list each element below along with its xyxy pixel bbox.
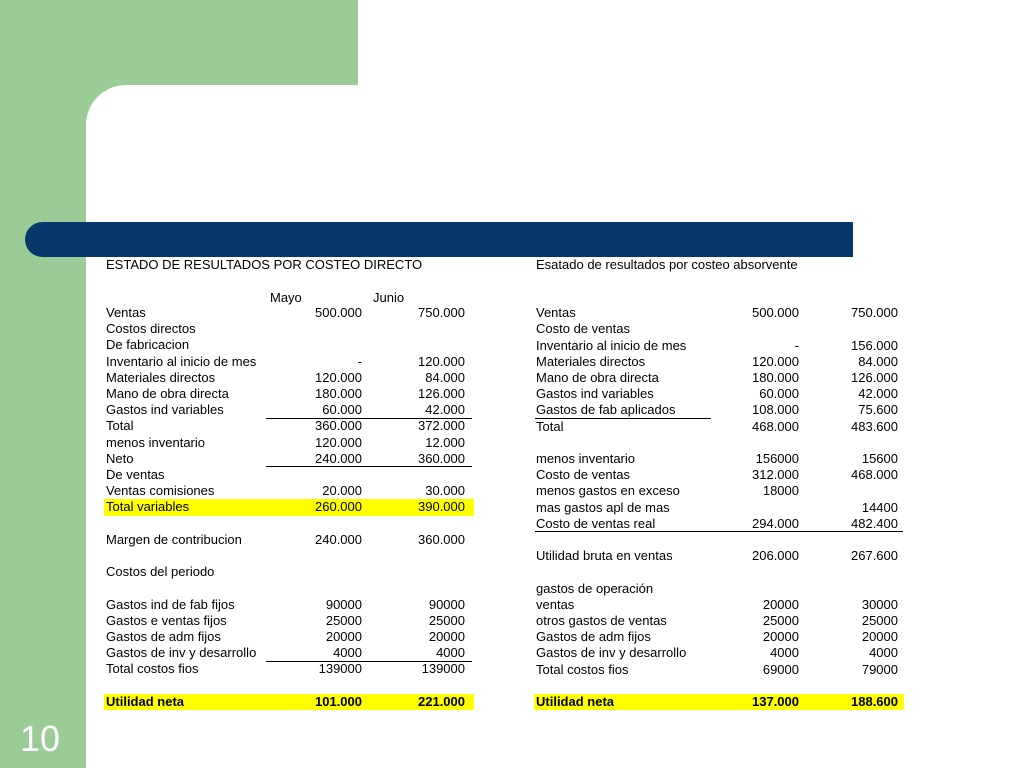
left-row-value-1 <box>266 321 362 337</box>
left-row-label: Mano de obra directa <box>106 386 229 401</box>
left-row <box>104 532 474 548</box>
right-row-label: Utilidad neta <box>536 694 615 709</box>
right-row-value-2: 20000 <box>861 629 898 645</box>
left-row-value-1: 139000 <box>318 661 362 677</box>
left-row-value-1: 120.000 <box>315 434 362 450</box>
left-row-value-2: 90000 <box>428 596 465 612</box>
right-row-value-2: 4000 <box>869 645 898 661</box>
left-row-value-1 <box>266 467 362 483</box>
right-row-label: Costo de ventas <box>536 467 630 483</box>
right-row <box>534 581 904 597</box>
left-row-value-2: 372.000 <box>418 418 465 434</box>
left-row-label: Total costos fios <box>106 661 199 677</box>
right-row-value-1: 137.000 <box>752 694 799 709</box>
left-row-value-1: 260.000 <box>315 499 362 515</box>
right-row-value-2: 750.000 <box>851 305 898 321</box>
left-row-value-2 <box>366 564 465 580</box>
left-row <box>104 483 474 499</box>
right-row-label: Gastos de adm fijos <box>536 629 651 645</box>
left-row <box>104 548 474 564</box>
right-row-value-1: 468.000 <box>752 418 799 434</box>
right-row-value-2: 156.000 <box>851 337 898 353</box>
left-row <box>104 451 474 467</box>
left-row <box>104 354 474 370</box>
right-row-label: Gastos de fab aplicados <box>536 402 676 418</box>
right-row <box>534 305 904 321</box>
right-row-value-2: 30000 <box>861 596 898 612</box>
right-row-value-1 <box>710 321 799 337</box>
right-row-label: ventas <box>536 596 575 612</box>
right-row-value-1: 120.000 <box>752 353 799 369</box>
right-row-value-1: 156000 <box>755 451 799 466</box>
right-row-label: menos gastos en exceso <box>536 483 680 499</box>
right-row-value-2: 75.600 <box>858 402 898 418</box>
right-row-label: Mano de obra directa <box>536 370 659 385</box>
left-row-label: Gastos ind variables <box>106 402 224 418</box>
right-row-value-2 <box>802 581 898 597</box>
title-band <box>25 222 853 257</box>
right-row-value-2: 42.000 <box>858 386 898 402</box>
left-row <box>104 321 474 337</box>
right-row-value-1 <box>710 581 799 597</box>
right-row-label: Total costos fios <box>536 661 629 677</box>
left-row-value-1: 101.000 <box>315 693 362 709</box>
right-row-value-1: 20000 <box>762 629 799 645</box>
left-row <box>104 467 474 483</box>
right-row-value-2: 468.000 <box>851 467 898 483</box>
right-row-value-2: 84.000 <box>858 353 898 369</box>
right-row <box>534 289 904 305</box>
left-row-value-2: 360.000 <box>418 450 465 466</box>
left-row-label: Costos directos <box>106 321 196 337</box>
right-row-value-1 <box>710 500 799 516</box>
right-row-label <box>536 435 712 451</box>
left-row-value-1 <box>266 580 362 596</box>
right-row <box>534 564 904 580</box>
right-row-value-1: 69000 <box>762 661 799 677</box>
right-row <box>534 500 904 516</box>
column-header-mayo: Mayo <box>270 290 302 305</box>
right-row <box>534 402 904 418</box>
right-row-label <box>536 532 712 548</box>
left-row <box>104 694 474 710</box>
right-row-value-1: 500.000 <box>752 305 799 321</box>
right-row <box>534 516 904 532</box>
right-row-value-2: 14400 <box>861 499 898 515</box>
right-row-value-2 <box>802 564 898 580</box>
right-row-value-1: 312.000 <box>752 467 799 483</box>
top-white-block <box>358 0 1024 86</box>
left-row-value-2 <box>366 467 465 483</box>
left-row <box>104 629 474 645</box>
left-row-label: De ventas <box>106 467 165 482</box>
right-row <box>534 629 904 645</box>
slide-number: 10 <box>20 718 61 759</box>
left-row <box>104 564 474 580</box>
right-row <box>534 548 904 564</box>
left-row-value-2: 30.000 <box>425 483 465 499</box>
left-row-label: Inventario al inicio de mes <box>106 353 257 369</box>
left-row-value-1 <box>266 678 362 694</box>
left-row-label: Neto <box>106 450 134 466</box>
left-row-label: Total <box>106 418 134 434</box>
right-row <box>534 613 904 629</box>
left-row-value-1 <box>266 337 362 353</box>
right-row <box>534 435 904 451</box>
right-row <box>534 419 904 435</box>
rule-right-costo-real <box>535 531 903 532</box>
left-row <box>104 418 474 434</box>
left-row <box>104 597 474 613</box>
right-row <box>534 483 904 499</box>
right-row-value-2: 126.000 <box>851 370 898 385</box>
left-row-value-2: 20000 <box>428 629 465 644</box>
right-row-value-1: 18000 <box>762 483 799 499</box>
left-row-value-1 <box>266 516 362 532</box>
left-row-label <box>106 516 268 532</box>
left-row-value-1: 120.000 <box>315 369 362 385</box>
right-row <box>534 467 904 483</box>
left-row <box>104 645 474 661</box>
right-row-label: Costo de ventas real <box>536 515 656 531</box>
left-row-value-1: 240.000 <box>315 450 362 466</box>
right-row-label: Costo de ventas <box>536 321 630 337</box>
right-row-label: Inventario al inicio de mes <box>536 337 687 353</box>
rule-left-subtotal <box>266 418 472 419</box>
left-row-label: Margen de contribucion <box>106 531 242 547</box>
right-row <box>534 451 904 467</box>
right-row-label: Utilidad bruta en ventas <box>536 548 673 564</box>
left-row <box>104 337 474 353</box>
left-row <box>104 678 474 694</box>
right-row-label: otros gastos de ventas <box>536 613 667 628</box>
left-row-value-1: 4000 <box>333 645 362 661</box>
right-row-value-2 <box>802 289 898 305</box>
left-row-value-2 <box>366 678 465 694</box>
right-row <box>534 532 904 548</box>
left-row-value-1: 360.000 <box>315 418 362 434</box>
right-row-value-2 <box>802 435 898 451</box>
left-row-label: menos inventario <box>106 434 205 450</box>
left-row-value-2 <box>366 516 465 532</box>
right-row <box>534 678 904 694</box>
right-row-value-1 <box>710 678 799 694</box>
right-row-value-1: 20000 <box>762 596 799 612</box>
right-row-value-1: 4000 <box>770 645 799 661</box>
column-header-junio: Junio <box>373 290 405 305</box>
right-row <box>534 386 904 402</box>
left-row-label: Gastos e ventas fijos <box>106 612 227 628</box>
left-row <box>104 435 474 451</box>
right-row-value-1 <box>710 289 799 305</box>
right-row-value-2: 482.400 <box>851 515 898 531</box>
right-row-value-1 <box>710 532 799 548</box>
left-row <box>104 516 474 532</box>
right-row <box>534 645 904 661</box>
left-row <box>104 661 474 677</box>
left-row-value-1 <box>266 564 362 580</box>
right-row-label: Gastos ind variables <box>536 386 654 402</box>
left-row-value-2: 42.000 <box>425 402 465 418</box>
left-row-label: Gastos de adm fijos <box>106 629 221 644</box>
left-row <box>104 370 474 386</box>
left-row-value-2: 221.000 <box>418 693 465 709</box>
right-row-value-1: 294.000 <box>752 515 799 531</box>
rule-right-aplicados <box>535 418 711 419</box>
right-row-value-1: 206.000 <box>752 548 799 564</box>
right-row-value-2: 79000 <box>861 661 898 677</box>
left-row-label: De fabricacion <box>106 337 190 353</box>
right-row-value-2 <box>802 321 898 337</box>
rule-left-fixed <box>266 661 472 662</box>
left-row-value-1: 500.000 <box>315 305 362 320</box>
right-row-value-1: - <box>794 337 799 353</box>
left-row <box>104 305 474 321</box>
left-row-value-2: 126.000 <box>418 386 465 401</box>
right-row-value-2 <box>802 532 898 548</box>
right-statement-title: Esatado de resultados por costeo absorvente <box>536 257 798 272</box>
left-row-value-2: 750.000 <box>418 305 465 320</box>
rule-left-neto <box>266 466 472 467</box>
left-row-value-2 <box>366 321 465 337</box>
right-row-value-1: 25000 <box>762 613 799 628</box>
right-row-value-2: 188.600 <box>851 694 898 709</box>
right-row-label <box>536 678 712 694</box>
right-row-value-2: 267.600 <box>851 548 898 564</box>
left-row <box>104 386 474 402</box>
right-row-value-2 <box>802 678 898 694</box>
left-statement-title: ESTADO DE RESULTADOS POR COSTEO DIRECTO <box>106 257 423 272</box>
left-row-label: Gastos de inv y desarrollo <box>106 645 257 661</box>
right-row-label <box>536 289 712 305</box>
right-row-value-1 <box>710 435 799 451</box>
right-row-value-1: 60.000 <box>759 386 799 402</box>
left-row-label <box>106 580 268 596</box>
left-row-label: Ventas comisiones <box>106 483 215 499</box>
left-row-value-2: 360.000 <box>418 531 465 547</box>
left-row-value-2: 84.000 <box>425 369 465 385</box>
left-row-value-2: 139000 <box>421 661 465 677</box>
right-row-value-1 <box>710 564 799 580</box>
right-row-value-2 <box>802 483 898 499</box>
right-row-label: gastos de operación <box>536 580 654 596</box>
left-row-value-2: 4000 <box>436 645 465 661</box>
left-row-label: Utilidad neta <box>106 693 185 709</box>
left-row-value-1: 25000 <box>325 612 362 628</box>
left-row-value-1: 20000 <box>325 629 362 644</box>
right-row <box>534 694 904 710</box>
left-row-value-1: 90000 <box>325 596 362 612</box>
left-row <box>104 580 474 596</box>
left-row-value-1: 240.000 <box>315 531 362 547</box>
right-row <box>534 597 904 613</box>
right-row-value-2: 483.600 <box>851 418 898 434</box>
left-row <box>104 613 474 629</box>
left-row-value-1: 180.000 <box>315 386 362 401</box>
left-row-label: Total variables <box>106 499 190 515</box>
left-row-value-2: 120.000 <box>418 353 465 369</box>
left-row-value-2: 25000 <box>428 612 465 628</box>
right-row <box>534 354 904 370</box>
left-row-label: Costos del periodo <box>106 564 215 580</box>
left-row-value-2: 390.000 <box>418 499 465 515</box>
left-row-value-2: 12.000 <box>425 434 465 450</box>
right-row-label: Ventas <box>536 305 576 321</box>
right-row-label: Materiales directos <box>536 353 646 369</box>
left-row-label: Gastos ind de fab fijos <box>106 596 235 612</box>
left-row-value-2 <box>366 337 465 353</box>
left-row-value-1: - <box>357 353 362 369</box>
right-row-label: menos inventario <box>536 451 635 466</box>
left-row-label: Materiales directos <box>106 369 216 385</box>
right-row-value-2: 15600 <box>861 451 898 466</box>
left-row-label: Ventas <box>106 305 146 320</box>
right-row-label <box>536 564 712 580</box>
right-row <box>534 338 904 354</box>
left-row-value-1 <box>266 548 362 564</box>
right-row-label: Total <box>536 418 564 434</box>
right-row <box>534 321 904 337</box>
left-row-value-2 <box>366 548 465 564</box>
right-row-label: Gastos de inv y desarrollo <box>536 645 687 661</box>
left-row-value-1: 20.000 <box>322 483 362 499</box>
right-row-value-1: 108.000 <box>752 402 799 418</box>
right-row-label: mas gastos apl de mas <box>536 499 670 515</box>
left-row-value-2 <box>366 580 465 596</box>
right-row <box>534 662 904 678</box>
right-row-value-2: 25000 <box>861 613 898 628</box>
left-row <box>104 402 474 418</box>
left-row-label <box>106 548 268 564</box>
right-row-value-1: 180.000 <box>752 370 799 385</box>
left-row-label <box>106 678 268 694</box>
left-row <box>104 499 474 515</box>
left-row-value-1: 60.000 <box>322 402 362 418</box>
right-row <box>534 370 904 386</box>
